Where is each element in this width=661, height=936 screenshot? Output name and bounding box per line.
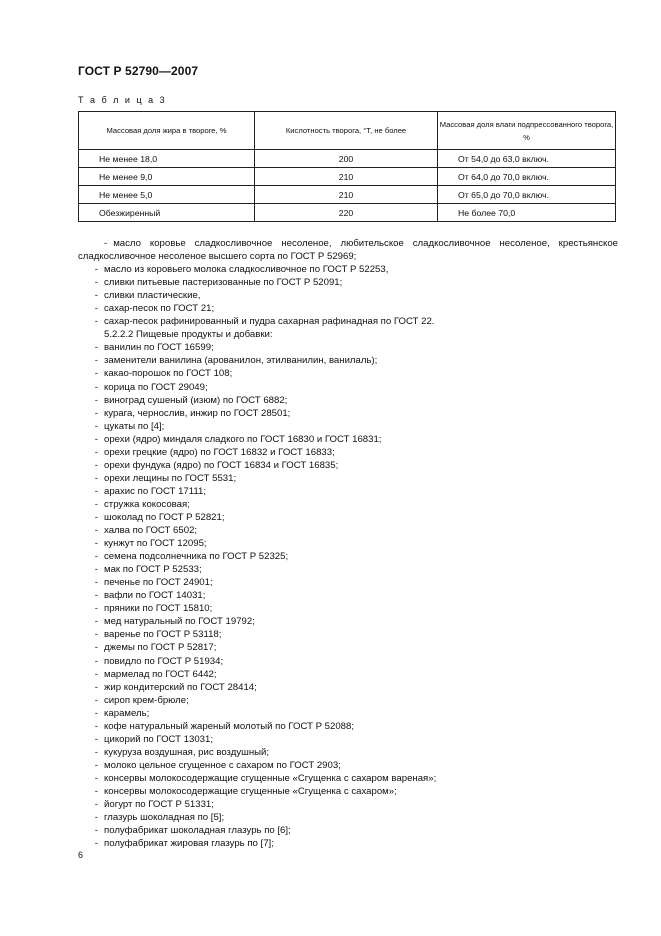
column-header: Массовая доля влаги подпрессованного творога, % bbox=[438, 112, 616, 150]
list-dash: - bbox=[94, 707, 98, 719]
list-item-text: арахис по ГОСТ 17111; bbox=[104, 485, 206, 497]
table-cell: Не менее 5,0 bbox=[79, 186, 255, 204]
list-dash: - bbox=[94, 629, 98, 641]
table-row bbox=[79, 150, 616, 168]
list-dash: - bbox=[94, 603, 98, 615]
list-item bbox=[78, 263, 618, 276]
list-item-text: глазурь шоколадная по [5]; bbox=[104, 812, 225, 824]
list-item bbox=[78, 433, 618, 446]
list-item-text: цукаты по [4]; bbox=[104, 420, 165, 432]
list-item-text: мак по ГОСТ Р 52533; bbox=[104, 564, 202, 576]
list-item bbox=[78, 381, 618, 394]
list-dash: - bbox=[104, 238, 108, 249]
list-item bbox=[78, 550, 618, 563]
list-item-text: какао-порошок по ГОСТ 108; bbox=[104, 368, 233, 380]
list-dash: - bbox=[94, 342, 98, 354]
table-cell: От 65,0 до 70,0 включ. bbox=[438, 186, 616, 204]
table-cell: Не менее 18,0 bbox=[79, 150, 255, 168]
list-item bbox=[78, 641, 618, 654]
list-dash: - bbox=[94, 525, 98, 537]
list-item bbox=[78, 446, 618, 459]
list-item-text: орехи фундука (ядро) по ГОСТ 16834 и ГОСТ 16835; bbox=[104, 459, 339, 471]
list-item-text: пряники по ГОСТ 15810; bbox=[104, 603, 213, 615]
list-dash: - bbox=[94, 838, 98, 850]
list-item bbox=[78, 576, 618, 589]
list-item-text: йогурт по ГОСТ Р 51331; bbox=[104, 799, 214, 811]
list-item bbox=[78, 459, 618, 472]
table-cell: Не менее 9,0 bbox=[79, 168, 255, 186]
list-item bbox=[78, 655, 618, 668]
list-item bbox=[78, 785, 618, 798]
table-row bbox=[79, 168, 616, 186]
list-dash: - bbox=[94, 472, 98, 484]
list-dash: - bbox=[94, 642, 98, 654]
list-item-text: сироп крем-брюле; bbox=[104, 694, 189, 706]
list-dash: - bbox=[94, 446, 98, 458]
list-item-text: молоко цельное сгущенное с сахаром по ГОСТ 2903; bbox=[104, 759, 341, 771]
list-item-text: виноград сушеный (изюм) по ГОСТ 6882; bbox=[104, 394, 288, 406]
table-cell: 200 bbox=[255, 150, 438, 168]
list-item-text: стружка кокосовая; bbox=[104, 498, 190, 510]
list-dash: - bbox=[94, 746, 98, 758]
list-item-text: печенье по ГОСТ 24901; bbox=[104, 577, 213, 589]
list-item-text: кофе натуральный жареный молотый по ГОСТ Р 52088; bbox=[104, 720, 354, 732]
list-item bbox=[78, 289, 618, 302]
list-item-text: полуфабрикат жировая глазурь по [7]; bbox=[104, 838, 274, 850]
list-item-text: цикорий по ГОСТ 13031; bbox=[104, 733, 214, 745]
table-cell: 210 bbox=[255, 186, 438, 204]
list-item bbox=[78, 811, 618, 824]
list-item-text: сахар-песок по ГОСТ 21; bbox=[104, 303, 215, 315]
list-dash: - bbox=[94, 825, 98, 837]
list-item-text: мармелад по ГОСТ 6442; bbox=[104, 668, 217, 680]
list-dash: - bbox=[94, 316, 98, 328]
list-dash: - bbox=[94, 264, 98, 276]
subsection-heading: 5.2.2.2 Пищевые продукты и добавки: bbox=[104, 329, 273, 341]
list-dash: - bbox=[94, 498, 98, 510]
list-item-text: кунжут по ГОСТ 12095; bbox=[104, 538, 207, 550]
table-caption: Т а б л и ц а 3 bbox=[78, 95, 167, 105]
list-dash: - bbox=[94, 303, 98, 315]
list-dash: - bbox=[94, 720, 98, 732]
list-item bbox=[78, 367, 618, 380]
list-item bbox=[78, 589, 618, 602]
list-item bbox=[78, 628, 618, 641]
table-row bbox=[79, 204, 616, 222]
list-item bbox=[78, 824, 618, 837]
table-cell: 210 bbox=[255, 168, 438, 186]
list-item-text: полуфабрикат шоколадная глазурь по [6]; bbox=[104, 825, 291, 837]
table-cell: От 54,0 до 63,0 включ. bbox=[438, 150, 616, 168]
list-item-text: сливки пластические, bbox=[104, 290, 201, 302]
list-item-text: ванилин по ГОСТ 16599; bbox=[104, 342, 214, 354]
list-item bbox=[78, 407, 618, 420]
list-dash: - bbox=[94, 772, 98, 784]
list-item bbox=[78, 602, 618, 615]
list-item-text: консервы молокосодержащие сгущенные «Сгущенка с сахаром»; bbox=[104, 785, 397, 797]
list-item-text: карамель; bbox=[104, 707, 150, 719]
table-row bbox=[79, 186, 616, 204]
table-cell: Обезжиренный bbox=[79, 204, 255, 222]
document-header: ГОСТ Р 52790—2007 bbox=[78, 64, 199, 78]
list-dash: - bbox=[94, 694, 98, 706]
list-item bbox=[78, 733, 618, 746]
list-item-text: мед натуральный по ГОСТ 19792; bbox=[104, 616, 255, 628]
list-dash: - bbox=[94, 355, 98, 367]
list-dash: - bbox=[94, 381, 98, 393]
ingredients-list bbox=[78, 237, 618, 850]
list-dash: - bbox=[94, 394, 98, 406]
list-item bbox=[78, 798, 618, 811]
list-item bbox=[78, 837, 618, 850]
list-item-text: орехи (ядро) миндаля сладкого по ГОСТ 16830 и ГОСТ 16831; bbox=[104, 433, 382, 445]
table-header-row bbox=[79, 112, 616, 150]
list-item bbox=[78, 276, 618, 289]
list-dash: - bbox=[94, 407, 98, 419]
list-dash: - bbox=[94, 759, 98, 771]
list-dash: - bbox=[94, 668, 98, 680]
column-header: Массовая доля жира в твороге, % bbox=[79, 112, 255, 150]
list-item bbox=[78, 681, 618, 694]
list-item bbox=[78, 302, 618, 315]
list-item bbox=[78, 759, 618, 772]
list-dash: - bbox=[94, 368, 98, 380]
table-cell: Не более 70,0 bbox=[438, 204, 616, 222]
list-item-text: семена подсолнечника по ГОСТ Р 52325; bbox=[104, 551, 289, 563]
list-dash: - bbox=[94, 799, 98, 811]
list-item bbox=[78, 237, 618, 263]
list-dash: - bbox=[94, 538, 98, 550]
list-dash: - bbox=[94, 290, 98, 302]
list-dash: - bbox=[94, 459, 98, 471]
list-dash: - bbox=[94, 485, 98, 497]
list-dash: - bbox=[94, 577, 98, 589]
page-number: 6 bbox=[78, 850, 84, 860]
list-item bbox=[78, 720, 618, 733]
list-item bbox=[78, 615, 618, 628]
list-item-text: масло коровье сладкосливочное несоленое, любительское сладкосливочное несоленое, крестьянское сладкосливочное несоленое высшего сорта по ГОСТ Р 52969; bbox=[78, 238, 618, 263]
list-item-text: шоколад по ГОСТ Р 52821; bbox=[104, 511, 225, 523]
list-dash: - bbox=[94, 433, 98, 445]
list-item bbox=[78, 772, 618, 785]
column-header: Кислотность творога, °Т, не более bbox=[255, 112, 438, 150]
list-dash: - bbox=[94, 564, 98, 576]
list-item bbox=[78, 746, 618, 759]
list-item bbox=[78, 420, 618, 433]
list-item bbox=[78, 524, 618, 537]
list-item-text: жир кондитерский по ГОСТ 28414; bbox=[104, 681, 257, 693]
list-item-text: орехи грецкие (ядро) по ГОСТ 16832 и ГОСТ 16833; bbox=[104, 446, 335, 458]
list-dash: - bbox=[94, 277, 98, 289]
list-item bbox=[78, 694, 618, 707]
list-item bbox=[78, 354, 618, 367]
list-item-text: варенье по ГОСТ Р 53118; bbox=[104, 629, 222, 641]
list-dash: - bbox=[94, 420, 98, 432]
list-dash: - bbox=[94, 785, 98, 797]
list-item bbox=[78, 563, 618, 576]
list-item-text: повидло по ГОСТ Р 51934; bbox=[104, 655, 224, 667]
list-item bbox=[78, 511, 618, 524]
list-item bbox=[78, 394, 618, 407]
list-dash: - bbox=[94, 681, 98, 693]
list-item-text: кукуруза воздушная, рис воздушный; bbox=[104, 746, 270, 758]
list-item bbox=[78, 498, 618, 511]
list-item bbox=[78, 341, 618, 354]
list-item bbox=[78, 668, 618, 681]
list-dash: - bbox=[94, 812, 98, 824]
list-dash: - bbox=[94, 551, 98, 563]
list-item-text: вафли по ГОСТ 14031; bbox=[104, 590, 206, 602]
list-item-text: консервы молокосодержащие сгущенные «Сгущенка с сахаром вареная»; bbox=[104, 772, 437, 784]
list-item-text: курага, чернослив, инжир по ГОСТ 28501; bbox=[104, 407, 291, 419]
list-item bbox=[78, 707, 618, 720]
list-item-text: джемы по ГОСТ Р 52817; bbox=[104, 642, 217, 654]
list-item bbox=[78, 537, 618, 550]
list-item-text: халва по ГОСТ 6502; bbox=[104, 525, 198, 537]
list-item-text: заменители ванилина (арованилон, этилванилин, ванилаль); bbox=[104, 355, 378, 367]
list-item-text: масло из коровьего молока сладкосливочное по ГОСТ Р 52253, bbox=[104, 264, 389, 276]
list-dash: - bbox=[94, 655, 98, 667]
table-cell: От 64,0 до 70,0 включ. bbox=[438, 168, 616, 186]
list-item bbox=[78, 485, 618, 498]
list-dash: - bbox=[94, 590, 98, 602]
list-item-text: сахар-песок рафинированный и пудра сахарная рафинадная по ГОСТ 22. bbox=[104, 316, 435, 328]
list-item bbox=[78, 472, 618, 485]
list-item-text: орехи лещины по ГОСТ 5531; bbox=[104, 472, 237, 484]
list-dash: - bbox=[94, 511, 98, 523]
spec-table bbox=[78, 111, 616, 222]
list-item bbox=[78, 315, 618, 328]
table-cell: 220 bbox=[255, 204, 438, 222]
list-dash: - bbox=[94, 616, 98, 628]
list-item-text: корица по ГОСТ 29049; bbox=[104, 381, 208, 393]
list-dash: - bbox=[94, 733, 98, 745]
list-item-text: сливки питьевые пастеризованные по ГОСТ Р 52091; bbox=[104, 277, 343, 289]
